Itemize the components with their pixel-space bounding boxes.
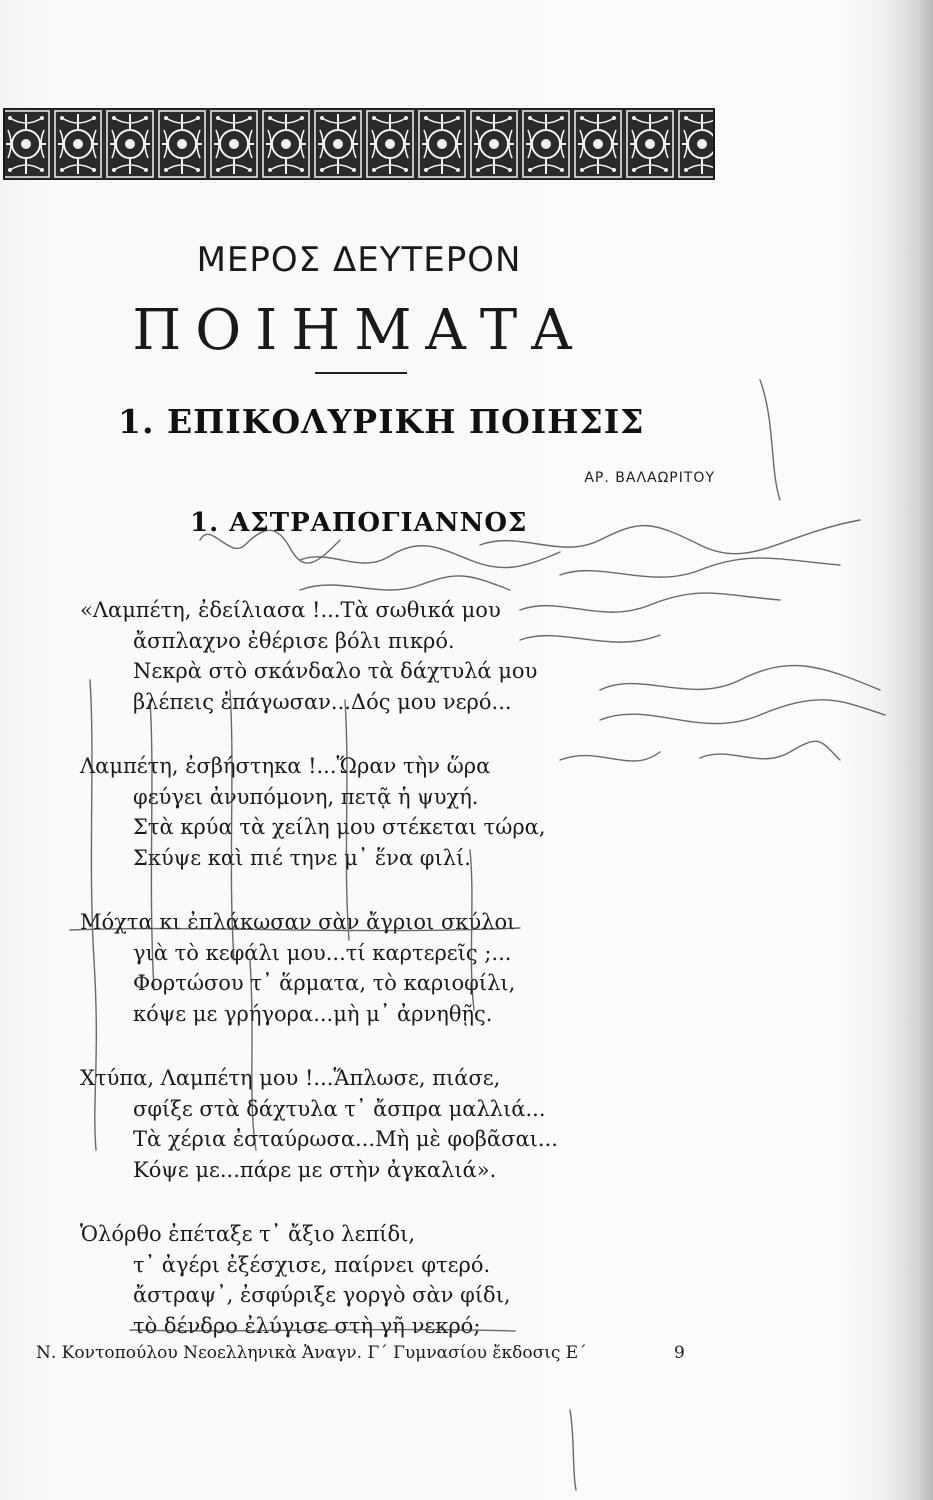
title-divider: [315, 372, 407, 374]
decorative-ornament-band: [0, 108, 718, 180]
poem-line: φεύγει ἀνυπόμονη, πετᾷ ἡ ψυχή.: [133, 784, 479, 809]
poem-line: Κόψε με...πάρε με στὴν ἀγκαλιά».: [133, 1157, 497, 1182]
poem-line: Μόχτα κι ἐπλάκωσαν σὰν ἄγριοι σκύλοι: [80, 910, 516, 934]
stanza: [80, 595, 558, 717]
poem-line: κόψε με γρήγορα...μὴ μ᾽ ἀρνηθῇς.: [133, 1001, 493, 1026]
poem-line: Λαμπέτη, ἐσβήστηκα !...Ὥραν τὴν ὥρα: [80, 754, 491, 778]
poem-line: Νεκρὰ στὸ σκάνδαλο τὰ δάχτυλά μου: [133, 659, 538, 683]
page-number: 9: [674, 1343, 685, 1363]
poem-title: 1. ΑΣΤΡΑΠΟΓΙΑΝΝΟΣ: [190, 508, 528, 538]
section-title: ΠΟΙΗΜΑΤΑ: [132, 298, 586, 363]
poem-line: ἄστραψ᾽, ἐσφύριξε γοργὸ σὰν φίδι,: [133, 1283, 511, 1307]
stanza: [80, 1063, 558, 1185]
page-edge-shadow: [883, 0, 933, 1500]
poem-line: Τὰ χέρια ἐσταύρωσα...Μὴ μὲ φοβᾶσαι...: [133, 1127, 558, 1151]
poem-line: Ὁλόρθο ἐπέταξε τ᾽ ἄξιο λεπίδι,: [80, 1222, 416, 1246]
stanza: [80, 751, 558, 873]
stanza: [80, 1219, 558, 1341]
poem-author: ΑΡ. ΒΑΛΑΩΡΙΤΟΥ: [584, 470, 715, 486]
stanza: [80, 907, 558, 1029]
poem-line: Χτύπα, Λαμπέτη μου !...Ἅπλωσε, πιάσε,: [80, 1066, 501, 1090]
poem-line: τ᾽ ἀγέρι ἐξέσχισε, παίρνει φτερό.: [133, 1252, 491, 1277]
poem-line: γιὰ τὸ κεφάλι μου...τί καρτερεῖς ;...: [133, 940, 512, 965]
book-footer: Ν. Κοντοπούλου Νεοελληνικὰ Ἀναγν. Γ΄ Γυμνασίου ἔκδοσις Ε΄: [36, 1343, 587, 1363]
chapter-heading: 1. ΕΠΙΚΟΛΥΡΙΚΗ ΠΟΙΗΣΙΣ: [118, 402, 645, 441]
poem-line: σφίξε στὰ δάχτυλα τ᾽ ἄσπρα μαλλιά...: [133, 1096, 546, 1121]
poem-line: Στὰ κρύα τὰ χείλη μου στέκεται τώρα,: [133, 815, 546, 839]
poem-line: Σκύψε καὶ πιέ τηνε μ᾽ ἕνα φιλί.: [133, 845, 471, 870]
poem-line: «Λαμπέτη, ἐδείλιασα !...Τὰ σωθικά μου: [80, 598, 501, 622]
poem-line: Φορτώσου τ᾽ ἅρματα, τὸ καριοφίλι,: [133, 971, 516, 995]
poem-body: [80, 595, 558, 1375]
part-title: ΜΕΡΟΣ ΔΕΥΤΕΡΟΝ: [196, 240, 522, 280]
poem-line: τὸ δένδρο ἐλύγισε στὴ γῆ νεκρό;: [133, 1313, 481, 1338]
poem-line: βλέπεις ἐπάγωσαν...Δός μου νερό...: [133, 689, 512, 714]
poem-line: ἄσπλαχνο ἐθέρισε βόλι πικρό.: [133, 628, 455, 653]
